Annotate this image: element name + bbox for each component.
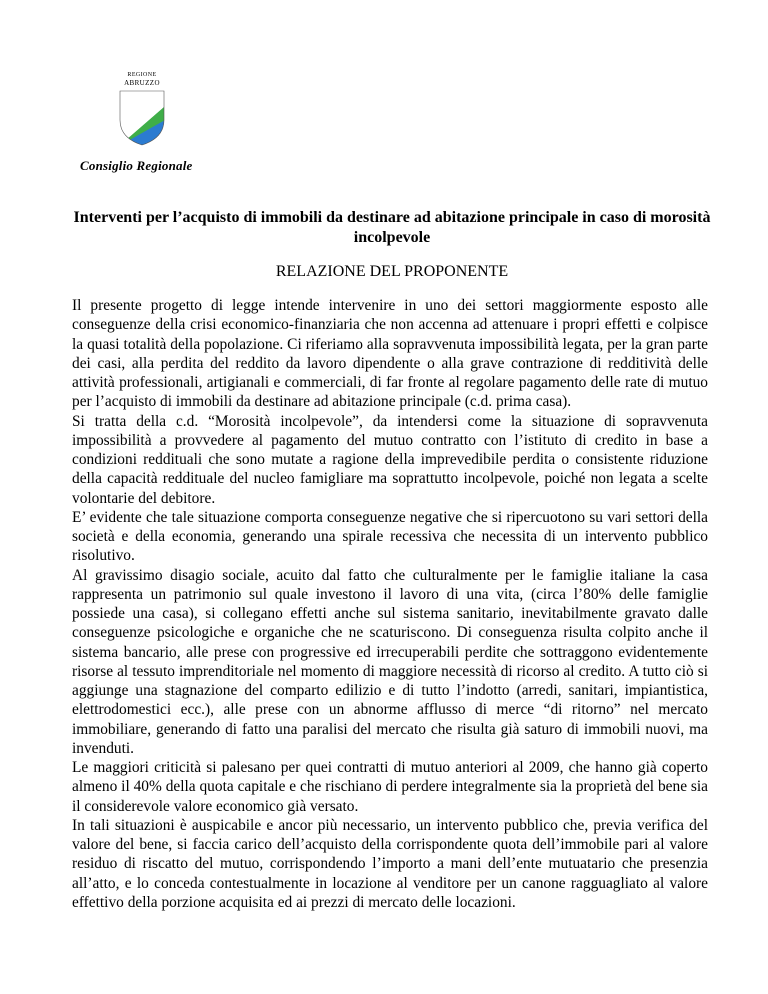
region-logo [104,72,180,146]
region-shield-icon [119,90,165,146]
section-heading: RELAZIONE DEL PROPONENTE [275,263,509,280]
document-body [72,296,708,912]
body-paragraph: Si tratta della c.d. “Morosità incolpevole”, da intendersi come la situazione di sopravvenuta impossibilità a provvedere al pagamento del mutuo contratto con l’istituto di credito in base a condizioni reddituali che sono mutate a ragione della imprevedibile perdita o consistente riduzione della capacità reddituale del nucleo famigliare ma soprattutto incolpevole, poiché non legata a scelte volontarie del debitore. [72,412,708,507]
logo-region-label: REGIONE [127,72,157,78]
body-paragraph: Al gravissimo disagio sociale, acuito dal fatto che culturalmente per le famiglie italiane la casa rappresenta un patrimonio sul quale investono il lavoro di una vita, (circa l’80% delle famiglie possiede una casa), si collegano effetti anche sul sistema sanitario, inevitabilmente gravato dalle conseguenze psicologiche e organiche che ne scaturiscono. Di conseguenza risulta colpito anche il sistema bancario, alle prese con progressive ed irrecuperabili perdite che sottraggono evidentemente risorse al tessuto imprenditoriale nel momento di maggiore necessità di ricorso al credito. A tutto ciò si aggiunge una stagnazione del comparto edilizio e di tutto l’indotto (arredi, sanitari, impiantistica, elettrodomestici ecc.), alle prese con un abnorme afflusso di merce “di ritorno” nel mercato immobiliare, generando di fatto una paralisi del mercato che risulta già saturo di immobili nuovi, ma invenduti. [72,566,708,757]
body-paragraph: Il presente progetto di legge intende intervenire in uno dei settori maggiormente esposto alle conseguenze della crisi economico-finanziaria che non accenna ad attenuare i propri effetti e colpisce la quasi totalità della popolazione. Ci riferiamo alla sopravvenuta impossibilità legata, per la gran parte dei casi, alla perdita del reddito da lavoro dipendente o alla grave contrazione di redditività delle attività professionali, artigianali e commerciali, di far fronte al regolare pagamento delle rate di mutuo per l’acquisto di immobili da destinare ad abitazione principale (c.d. prima casa). [72,297,708,411]
body-paragraph: Le maggiori criticità si palesano per quei contratti di mutuo anteriori al 2009, che hanno già coperto almeno il 40% della quota capitale e che rischiano di perdere integralmente sia la proprietà del bene sia il considerevole valore economico già versato. [72,759,708,815]
logo-region-name: ABRUZZO [124,79,160,87]
body-paragraph: In tali situazioni è auspicabile e ancor più necessario, un intervento pubblico che, previa verifica del valore del bene, si faccia carico dell’acquisto della corrispondente quota dell’immobile pari al valore residuo di riscatto del mutuo, corrispondendo l’importo a mani dell’ente mutuatario che presenzia all’atto, e lo conceda contestualmente in locazione al venditore per un canone ragguagliato al valore effettivo della porzione acquisita ed ai prezzi di mercato delle locazioni. [72,816,708,911]
council-caption: Consiglio Regionale [80,158,193,173]
document-title: Interventi per l’acquisto di immobili da destinare ad abitazione principale in caso di morosità incolpevole [73,209,711,246]
body-paragraph: E’ evidente che tale situazione comporta conseguenze negative che si ripercuotono su vari settori della società e della economia, generando una spirale recessiva che necessita di un intervento pubblico risolutivo. [72,508,708,565]
